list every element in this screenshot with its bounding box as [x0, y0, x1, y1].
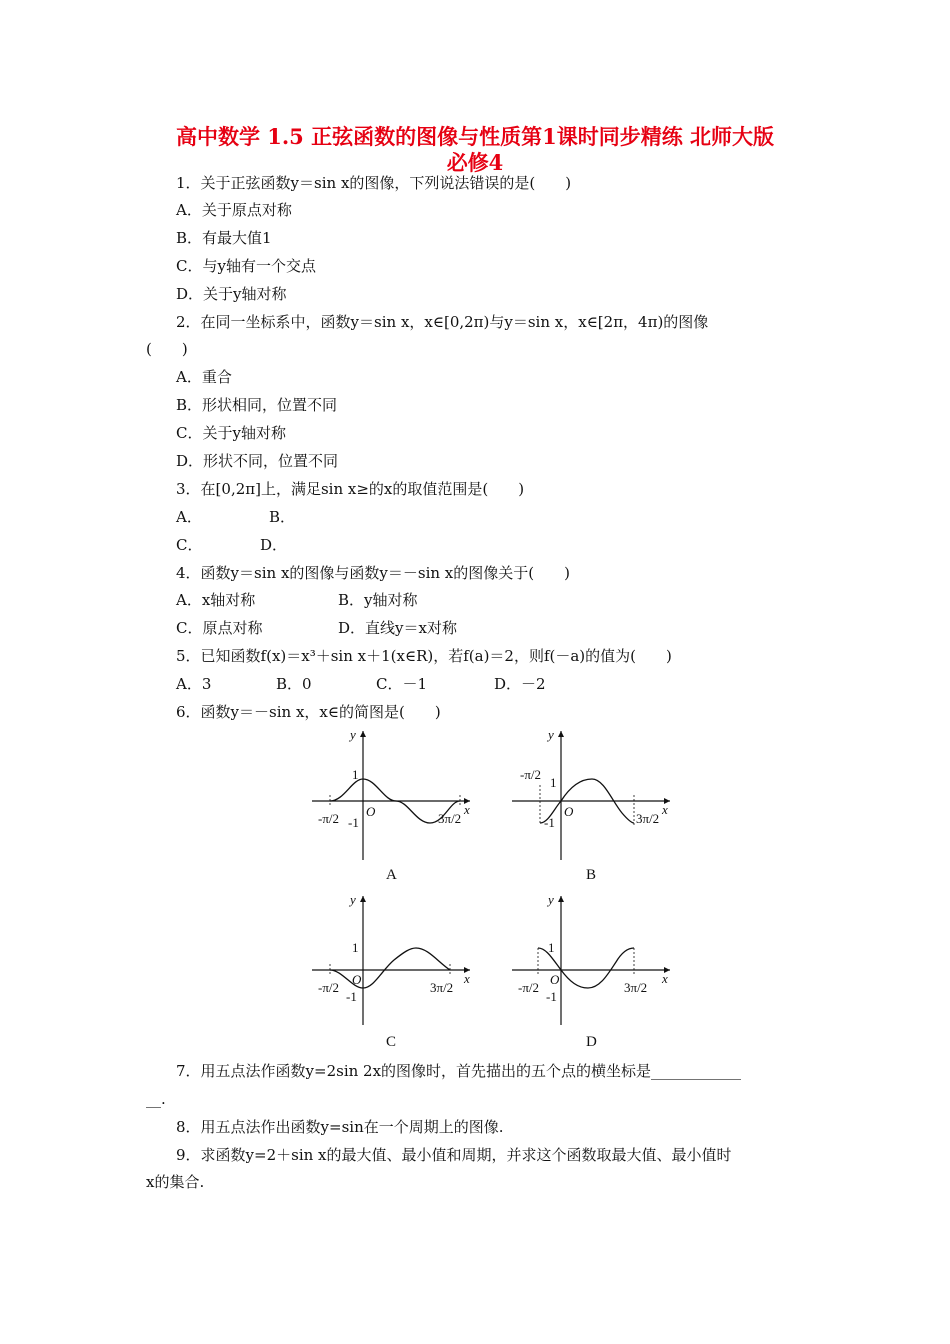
y-tick-1: 1 [352, 767, 359, 782]
q3-option-c: C． [176, 536, 203, 554]
question-2: 2．在同一坐标系中，函数y＝sin x，x∈[0,2π)与y＝sin x，x∈[2π，4π)的图像 [176, 313, 709, 331]
y-tick-neg1: -1 [544, 815, 555, 830]
q1-option-d: D．关于y轴对称 [176, 285, 287, 303]
y-axis-arrow [360, 731, 366, 737]
question-8: 8．用五点法作出函数y=sin在一个周期上的图像. [176, 1118, 504, 1136]
question-9: 9．求函数y=2＋sin x的最大值、最小值和周期，并求这个函数取最大值、最小值时 [176, 1146, 732, 1164]
x-left-label: -π/2 [518, 980, 540, 995]
question-5: 5．已知函数f(x)＝x³＋sin x＋1(x∈R)，若f(a)＝2，则f(－a)的值为( ) [176, 647, 672, 665]
question-4: 4．函数y＝sin x的图像与函数y＝－sin x的图像关于( ) [176, 564, 570, 582]
graph-c-label: C [386, 1034, 397, 1050]
origin-label: O [352, 972, 362, 987]
origin-label: O [564, 804, 574, 819]
x-left-label: -π/2 [318, 811, 340, 826]
page-subtitle: 必修4 [446, 150, 504, 175]
question-3: 3．在[0,2π]上，满足sin x≥的x的取值范围是( ) [176, 480, 525, 498]
graph-a-label: A [386, 867, 397, 883]
x-right-label: 3π/2 [430, 980, 454, 995]
graph-d-label: D [586, 1034, 597, 1050]
q3-option-a: A． [176, 508, 202, 526]
q5-option-d: D．－2 [494, 675, 546, 693]
q5-option-a: A．3 [176, 675, 212, 693]
question-9-cont: x的集合. [146, 1173, 205, 1191]
question-6: 6．函数y＝－sin x，x∈的简图是( ) [176, 703, 441, 721]
q2-option-a: A．重合 [176, 368, 232, 386]
y-tick-1: 1 [548, 940, 555, 955]
graph-b [500, 725, 680, 865]
q4-option-a: A．x轴对称 [176, 591, 256, 609]
origin-label: O [550, 972, 560, 987]
q4-options-ab [176, 590, 418, 610]
y-label: y [350, 892, 356, 907]
x-right-label: 3π/2 [636, 811, 660, 826]
graph-a [300, 725, 480, 865]
origin-label: O [366, 804, 376, 819]
y-tick-1: 1 [550, 775, 557, 790]
graph-b-label: B [586, 867, 597, 883]
question-7-cont: __. [146, 1090, 166, 1108]
q2-option-c: C．关于y轴对称 [176, 424, 286, 442]
q3-options-ab [176, 507, 295, 527]
y-axis-arrow [558, 731, 564, 737]
y-tick-1: 1 [352, 940, 359, 955]
q1-option-b: B．有最大值1 [176, 229, 272, 247]
q3-option-b: B． [269, 508, 296, 526]
y-axis-arrow [360, 896, 366, 902]
q4-options-cd [176, 618, 457, 638]
y-label: y [350, 727, 356, 742]
y-tick-neg1: -1 [348, 815, 359, 830]
y-tick-neg1: -1 [546, 989, 557, 1004]
page-title: 高中数学 1.5 正弦函数的图像与性质第1课时同步精练 北师大版 [175, 124, 775, 149]
x-left-label: -π/2 [520, 767, 542, 782]
q5-option-b: B．0 [276, 675, 312, 693]
x-label: x [464, 971, 470, 986]
q2-option-d: D．形状不同，位置不同 [176, 452, 339, 470]
y-label: y [548, 727, 554, 742]
q3-options-cd [176, 535, 287, 555]
q3-option-d: D． [260, 536, 288, 554]
question-1: 1．关于正弦函数y＝sin x的图像，下列说法错误的是( ) [176, 174, 572, 192]
q5-options [176, 674, 546, 694]
q2-option-b: B．形状相同，位置不同 [176, 396, 338, 414]
x-label: x [662, 971, 668, 986]
y-label: y [548, 892, 554, 907]
graph-c [300, 890, 480, 1030]
q5-option-c: C．－1 [376, 675, 428, 693]
q4-option-b: B．y轴对称 [338, 591, 418, 609]
q4-option-d: D．直线y＝x对称 [338, 619, 457, 637]
x-label: x [464, 802, 470, 817]
x-left-label: -π/2 [318, 980, 340, 995]
question-7: 7．用五点法作函数y=2sin 2x的图像时，首先描出的五个点的横坐标是____________ [176, 1062, 742, 1080]
question-2-cont: ( ) [146, 340, 188, 358]
q1-option-a: A．关于原点对称 [176, 201, 292, 219]
x-right-label: 3π/2 [624, 980, 648, 995]
x-right-label: 3π/2 [438, 811, 462, 826]
graph-d [500, 890, 680, 1030]
q1-option-c: C．与y轴有一个交点 [176, 257, 316, 275]
x-label: x [662, 802, 668, 817]
q4-option-c: C．原点对称 [176, 619, 263, 637]
y-axis-arrow [558, 896, 564, 902]
y-tick-neg1: -1 [346, 989, 357, 1004]
